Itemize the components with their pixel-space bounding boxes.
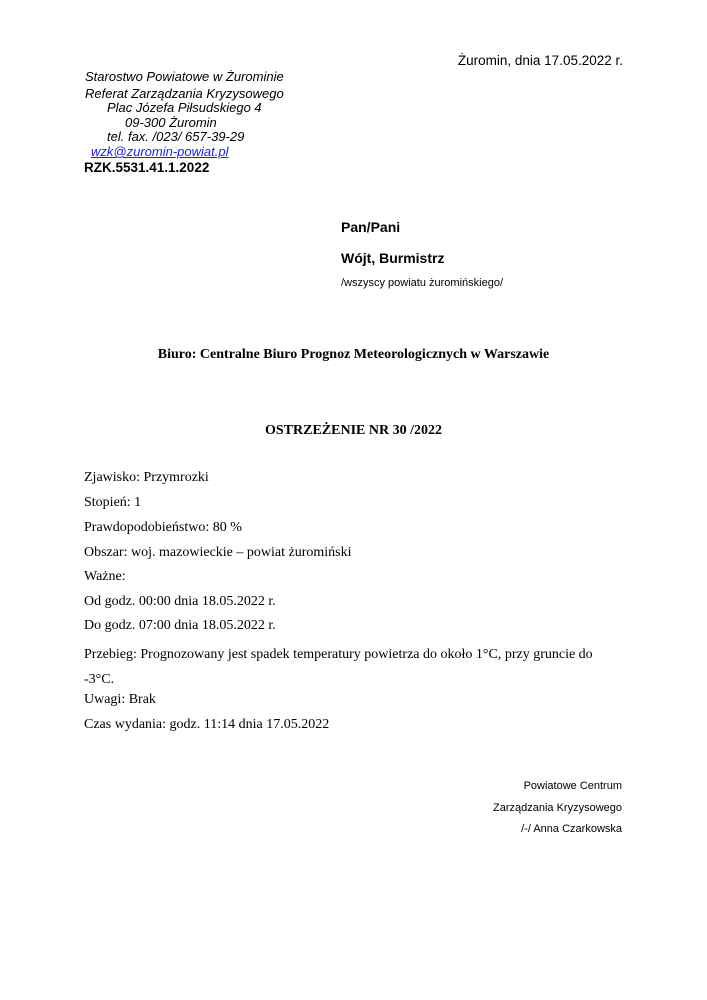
- field-valid-label: Ważne:: [84, 569, 126, 584]
- sender-email-link[interactable]: wzk@zuromin-powiat.pl: [91, 144, 229, 159]
- field-remarks: Uwagi: Brak: [84, 692, 156, 707]
- document-date: Żuromin, dnia 17.05.2022 r.: [457, 53, 623, 68]
- signature-center: Powiatowe Centrum: [523, 780, 622, 792]
- sender-department: Referat Zarządzania Kryzysowego: [85, 86, 284, 101]
- sender-phone: tel. fax. /023/ 657-39-29: [107, 129, 245, 144]
- sender-street: Plac Józefa Piłsudskiego 4: [107, 100, 262, 115]
- field-course: Przebieg: Prognozowany jest spadek temperatury powietrza do około 1°C, przy gruncie do -3°C.: [84, 647, 593, 687]
- field-probability: Prawdopodobieństwo: 80 %: [84, 520, 242, 535]
- field-valid-from: Od godz. 00:00 dnia 18.05.2022 r.: [84, 594, 276, 609]
- field-valid-to: Do godz. 07:00 dnia 18.05.2022 r.: [84, 618, 276, 633]
- signature-name: /-/ Anna Czarkowska: [521, 823, 622, 835]
- recipient-scope: /wszyscy powiatu żuromińskiego/: [341, 277, 504, 289]
- recipient-title: Wójt, Burmistrz: [341, 250, 445, 266]
- field-phenomenon: Zjawisko: Przymrozki: [84, 470, 209, 485]
- sender-city: 09-300 Żuromin: [125, 115, 217, 130]
- warning-title: OSTRZEŻENIE NR 30 /2022: [265, 423, 442, 438]
- recipient-salutation: Pan/Pani: [341, 219, 401, 235]
- signature-department: Zarządzania Kryzysowego: [492, 802, 622, 814]
- field-area: Obszar: woj. mazowieckie – powiat żuromiński: [84, 545, 352, 560]
- field-degree: Stopień: 1: [84, 495, 142, 510]
- reference-number: RZK.5531.41.1.2022: [84, 160, 210, 175]
- sender-office: Starostwo Powiatowe w Żurominie: [85, 69, 284, 84]
- field-issue-time: Czas wydania: godz. 11:14 dnia 17.05.2022: [84, 717, 330, 732]
- bureau-heading: Biuro: Centralne Biuro Prognoz Meteorologicznych w Warszawie: [157, 347, 550, 362]
